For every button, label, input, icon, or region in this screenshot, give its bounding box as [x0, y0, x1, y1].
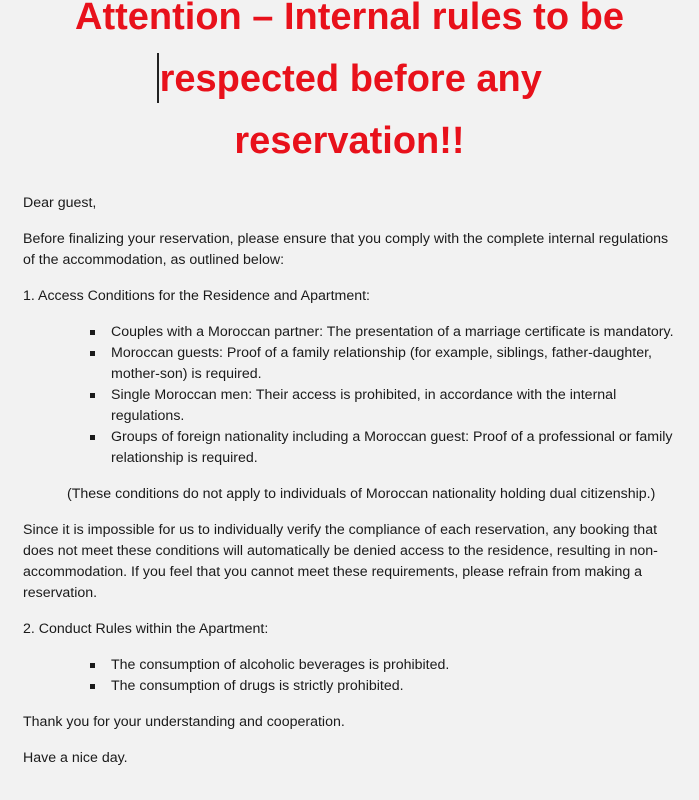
conduct-rules-list — [23, 655, 679, 697]
list-item-text: The consumption of drugs is strictly prohibited. — [111, 678, 404, 694]
document-title — [0, 0, 699, 172]
document-body — [23, 193, 679, 784]
list-item — [111, 655, 679, 676]
bullet-icon — [90, 330, 95, 335]
section-1-heading: 1. Access Conditions for the Residence and Apartment: — [23, 288, 371, 304]
bullet-icon — [90, 663, 95, 668]
section-2-heading: 2. Conduct Rules within the Apartment: — [23, 621, 269, 637]
list-item-text: The consumption of alcoholic beverages is prohibited. — [111, 657, 450, 673]
title-line-3: reservation!! — [234, 120, 465, 162]
list-item-text: Groups of foreign nationality including a Moroccan guest: Proof of a professional or family relationship is required. — [111, 429, 673, 466]
list-item-text: Moroccan guests: Proof of a family relationship (for example, siblings, father-daughter, mother-son) is required. — [111, 345, 652, 382]
intro-paragraph: Before finalizing your reservation, please ensure that you comply with the complete internal regulations of the accommodation, as outlined below: — [23, 231, 669, 268]
bullet-icon — [90, 393, 95, 398]
bullet-icon — [90, 351, 95, 356]
closing-paragraph: Have a nice day. — [23, 750, 128, 766]
text-cursor[interactable] — [157, 53, 159, 103]
list-item — [111, 322, 679, 343]
list-item-text: Single Moroccan men: Their access is prohibited, in accordance with the internal regulations. — [111, 387, 617, 424]
list-item-text: Couples with a Moroccan partner: The presentation of a marriage certificate is mandatory. — [111, 324, 674, 340]
title-line-1: Attention – Internal rules to be — [75, 0, 624, 38]
title-line-2: respected before any — [159, 58, 542, 100]
bullet-icon — [90, 684, 95, 689]
thanks-paragraph: Thank you for your understanding and cooperation. — [23, 714, 345, 730]
list-item — [111, 427, 679, 469]
list-item — [111, 343, 679, 385]
list-item — [111, 385, 679, 427]
greeting: Dear guest, — [23, 195, 97, 211]
bullet-icon — [90, 435, 95, 440]
verification-paragraph: Since it is impossible for us to individually verify the compliance of each reservation, any booking that does not meet these conditions will automatically be denied access to the residence, resulting in non-accommodation. If you feel that you cannot meet these requirements, please refrain from making a reservation. — [23, 522, 658, 601]
list-item — [111, 676, 679, 697]
access-conditions-list — [23, 322, 679, 469]
title-line-2-wrapper — [4, 48, 695, 110]
dual-citizenship-note: (These conditions do not apply to individuals of Moroccan nationality holding dual citizenship.) — [67, 486, 656, 502]
